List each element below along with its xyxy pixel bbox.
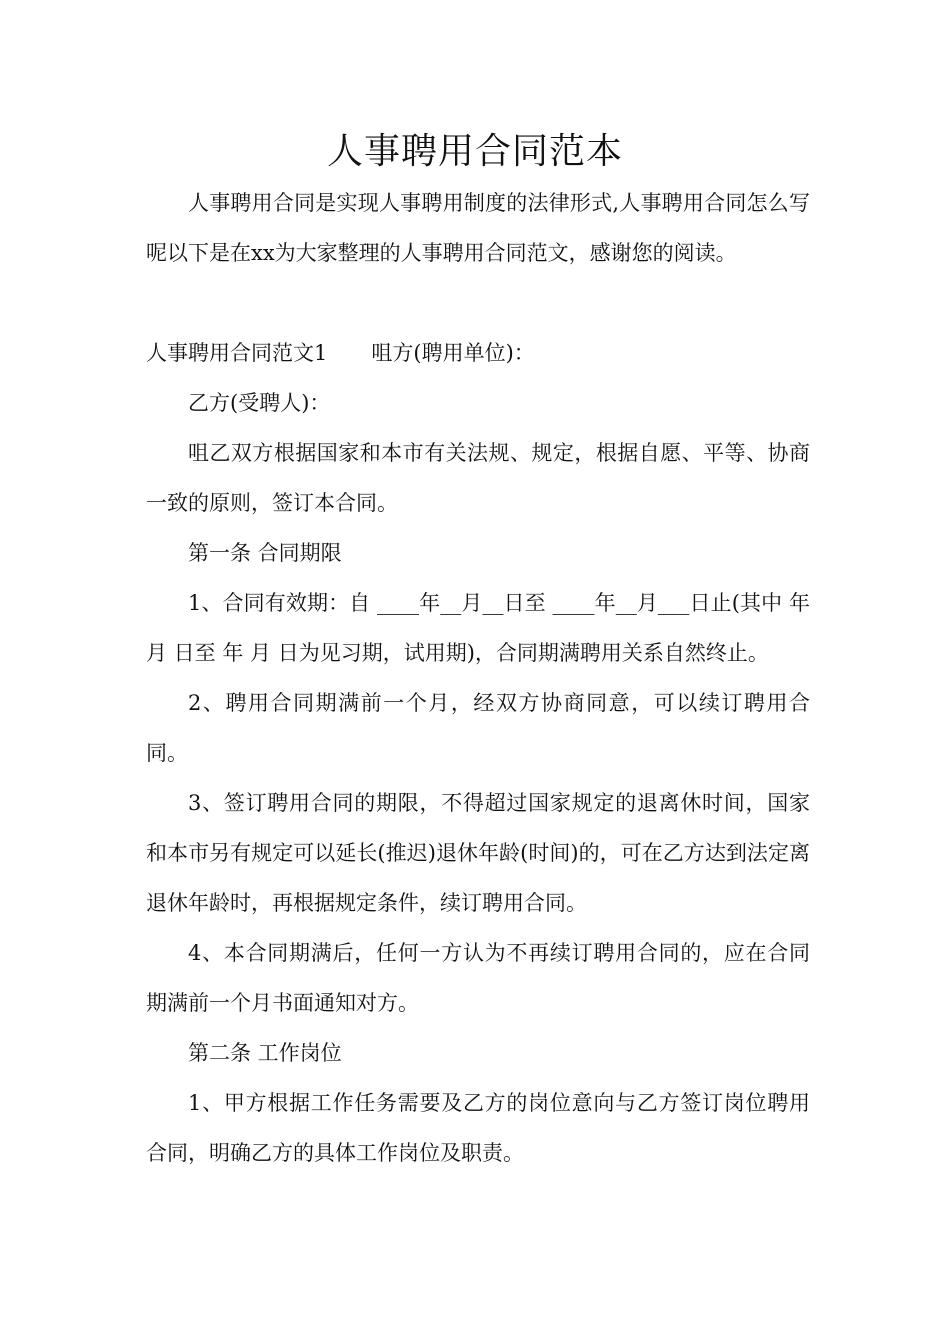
article-1-item-4: 4、本合同期满后，任何一方认为不再续订聘用合同的，应在合同期满前一个月书面通知对方。 [146,941,810,1015]
article-1-item-2: 2、聘用合同期满前一个月，经双方协商同意，可以续订聘用合同。 [146,691,810,765]
article-2-item-1: 1、甲方根据工作任务需要及乙方的岗位意向与乙方签订岗位聘用合同，明确乙方的具体工作岗位及职责。 [146,1091,810,1165]
article-1-item-3: 3、签订聘用合同的期限，不得超过国家规定的退离休时间，国家和本市另有规定可以延长(推迟)退休年龄(时间)的，可在乙方达到法定离退休年龄时，再根据规定条件，续订聘用合同。 [146,791,810,915]
document-title: 人事聘用合同范本 [326,131,623,172]
article-2-heading: 第二条 工作岗位 [188,1041,342,1065]
paragraph-gap [146,278,810,328]
document-body [146,178,810,1178]
section-label: 人事聘用合同范文1 [146,341,328,365]
section-heading-line [146,328,810,378]
party-b-label: 乙方(受聘人)： [188,391,331,415]
article-1-item-1: 1、合同有效期：自 ____年__月__日至 ____年__月___日止(其中 年 月 日至 年 月 日为见习期，试用期)，合同期满聘用关系自然终止。 [146,591,810,665]
party-a-label: 咀方(聘用单位)： [371,341,535,365]
intro-paragraph: 人事聘用合同是实现人事聘用制度的法律形式,人事聘用合同怎么写呢以下是在xx为大家整理的人事聘用合同范文，感谢您的阅读。 [146,191,810,265]
preamble-paragraph: 咀乙双方根据国家和本市有关法规、规定，根据自愿、平等、协商一致的原则，签订本合同。 [146,441,810,515]
article-1-heading: 第一条 合同期限 [188,541,342,565]
